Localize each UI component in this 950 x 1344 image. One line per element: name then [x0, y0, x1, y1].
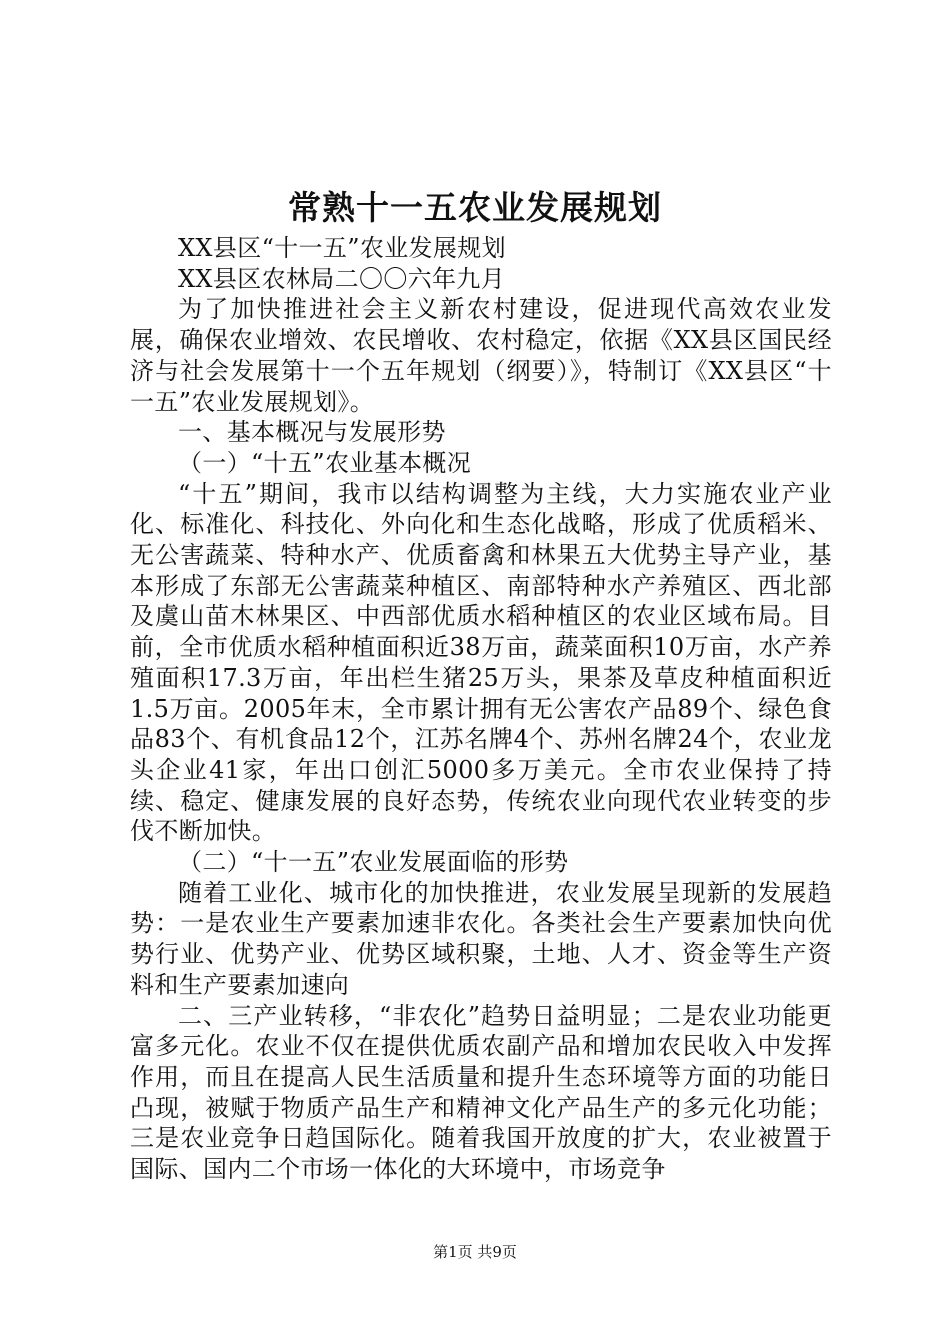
paragraph-intro: 为了加快推进社会主义新农村建设，促进现代高效农业发展，确保农业增效、农民增收、农村稳定，依据《XX县区国民经济与社会发展第十一个五年规划（纲要）》，特制订《XX县区“十一五”农业发展规划》。	[130, 295, 832, 416]
paragraph-plan-name: XX县区“十一五”农业发展规划	[178, 234, 506, 262]
paragraph-overview: “十五”期间，我市以结构调整为主线，大力实施农业产业化、标准化、科技化、外向化和生态化战略，形成了优质稻米、无公害蔬菜、特种水产、优质畜禽和林果五大优势主导产业，基本形成了东部无公害蔬菜种植区、南部特种水产养殖区、西北部及虞山苗木林果区、中西部优质水稻种植区的农业区域布局。目前，全市优质水稻种植面积近38万亩，蔬菜面积10万亩，水产养殖面积17.3万亩，年出栏生猪25万头，果茶及草皮种植面积近1.5万亩。2005年末，全市累计拥有无公害农产品89个、绿色食品83个、有机食品12个，江苏名牌4个、苏州名牌24个，农业龙头企业41家，年出口创汇5000多万美元。全市农业保持了持续、稳定、健康发展的良好态势，传统农业向现代农业转变的步伐不断加快。	[130, 479, 832, 846]
section-heading-1: 一、基本概况与发展形势	[178, 418, 446, 447]
paragraph-trends: 随着工业化、城市化的加快推进，农业发展呈现新的发展趋势：一是农业生产要素加速非农化。各类社会生产要素加快向优势行业、优势产业、优势区域积聚，土地、人才、资金等生产资料和生产要素加速向	[130, 878, 832, 999]
page-footer: 第1页 共9页	[433, 1243, 517, 1261]
subsection-heading-2: （二）“十一五”农业发展面临的形势	[178, 848, 569, 877]
subsection-heading-1: （一）“十五”农业基本概况	[178, 448, 472, 477]
document-title: 常熟十一五农业发展规划	[288, 188, 662, 227]
paragraph-issuer-date: XX县区农林局二〇〇六年九月	[178, 264, 506, 293]
document-body	[130, 233, 832, 1185]
paragraph-trends-continued: 二、三产业转移，“非农化”趋势日益明显；二是农业功能更富多元化。农业不仅在提供优质农副产品和增加农民收入中发挥作用，而且在提高人民生活质量和提升生态环境等方面的功能日凸现，被赋于物质产品生产和精神文化产品生产的多元化功能；三是农业竞争日趋国际化。随着我国开放度的扩大，农业被置于国际、国内二个市场一体化的大环境中，市场竞争	[130, 1001, 832, 1184]
